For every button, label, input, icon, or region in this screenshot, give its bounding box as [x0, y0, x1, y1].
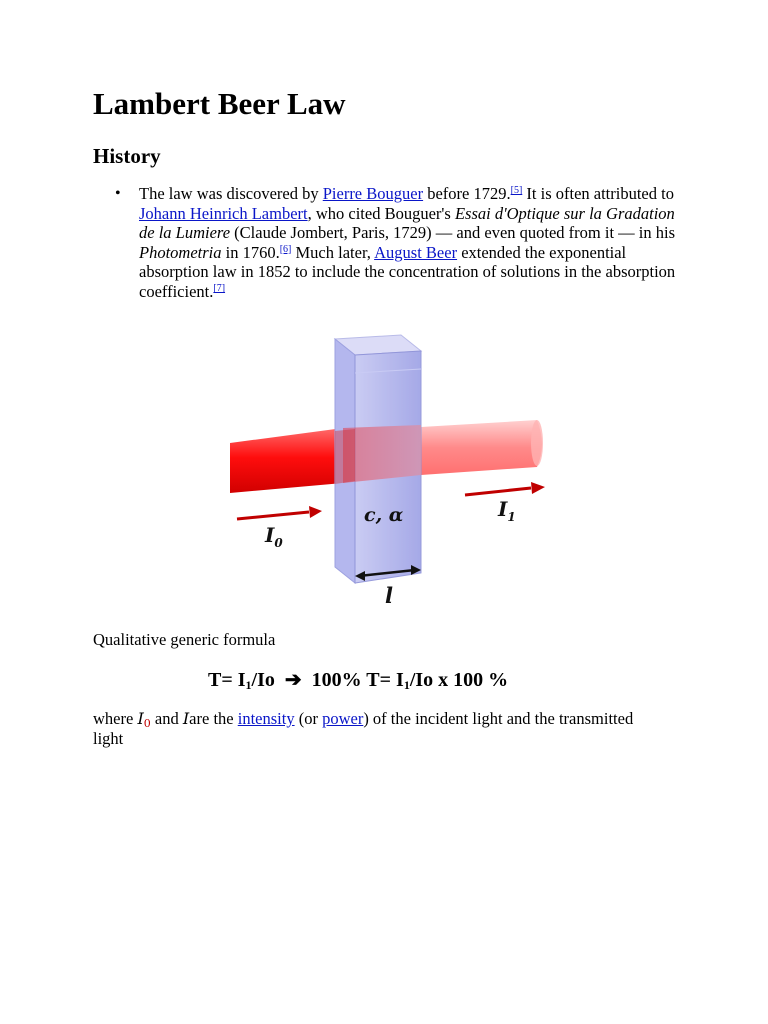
- ref-5-link[interactable]: [5]: [510, 185, 523, 196]
- ref-5: [511, 185, 523, 196]
- ref-6-link[interactable]: [6]: [279, 243, 292, 255]
- bullet-icon: •: [115, 185, 121, 202]
- label-i0: $I_0$: [265, 523, 283, 550]
- history-paragraph: • The law was discovered by Pierre Bouguer before 1729.[5] It is often attributed to Johann Heinrich Lambert, who cited Bouguer's Essai d'Optique sur la Gradation de la Lumiere (Claude Jombert, Paris, 1729) — and even quoted from it — in his Photometria in 1760.[6] Much later, August Beer extended the exponential absorption law in 1852 to include the concentration of solutions in the absorption coefficient.[7]: [115, 184, 676, 301]
- link-intensity[interactable]: intensity: [237, 709, 295, 728]
- arrow-right-icon: ➔: [284, 669, 302, 691]
- beer-lambert-illustration: [225, 325, 555, 615]
- photometria-title: Photometria: [139, 242, 222, 262]
- transmittance-formula: $T= I_1/Io$ ➔ 100% $T= I_1/Io$ x 100 %: [208, 669, 509, 692]
- ref-7-link[interactable]: [7]: [213, 282, 226, 294]
- label-sample: c, α: [364, 504, 404, 526]
- cuvette: [335, 335, 421, 583]
- label-length: l: [385, 583, 393, 608]
- where-paragraph: where $I_0$ and Iare the intensity (or power) of the incident light and the transmitted light: [93, 709, 634, 748]
- ref-7: [213, 283, 225, 294]
- essai-title: Essai d'Optique sur la Gradation de la Lumiere: [139, 203, 675, 243]
- link-power[interactable]: power: [322, 709, 364, 728]
- formula-subtitle: Qualitative generic formula: [93, 630, 276, 649]
- symbol-i0: $I_0$: [137, 709, 151, 730]
- ref-6: [280, 244, 292, 255]
- label-i1: $I_1$: [498, 497, 516, 524]
- incident-beam: [230, 428, 343, 493]
- link-august-beer[interactable]: August Beer: [374, 242, 458, 262]
- history-list: [93, 184, 683, 302]
- link-pierre-bouguer[interactable]: Pierre Bouguer: [322, 184, 424, 203]
- transmitted-beam: [421, 420, 542, 475]
- section-heading-history: History: [93, 144, 161, 168]
- page-title: Lambert Beer Law: [93, 86, 346, 121]
- symbol-i: I: [182, 709, 190, 728]
- link-johann-heinrich-lambert[interactable]: Johann Heinrich Lambert: [139, 203, 308, 223]
